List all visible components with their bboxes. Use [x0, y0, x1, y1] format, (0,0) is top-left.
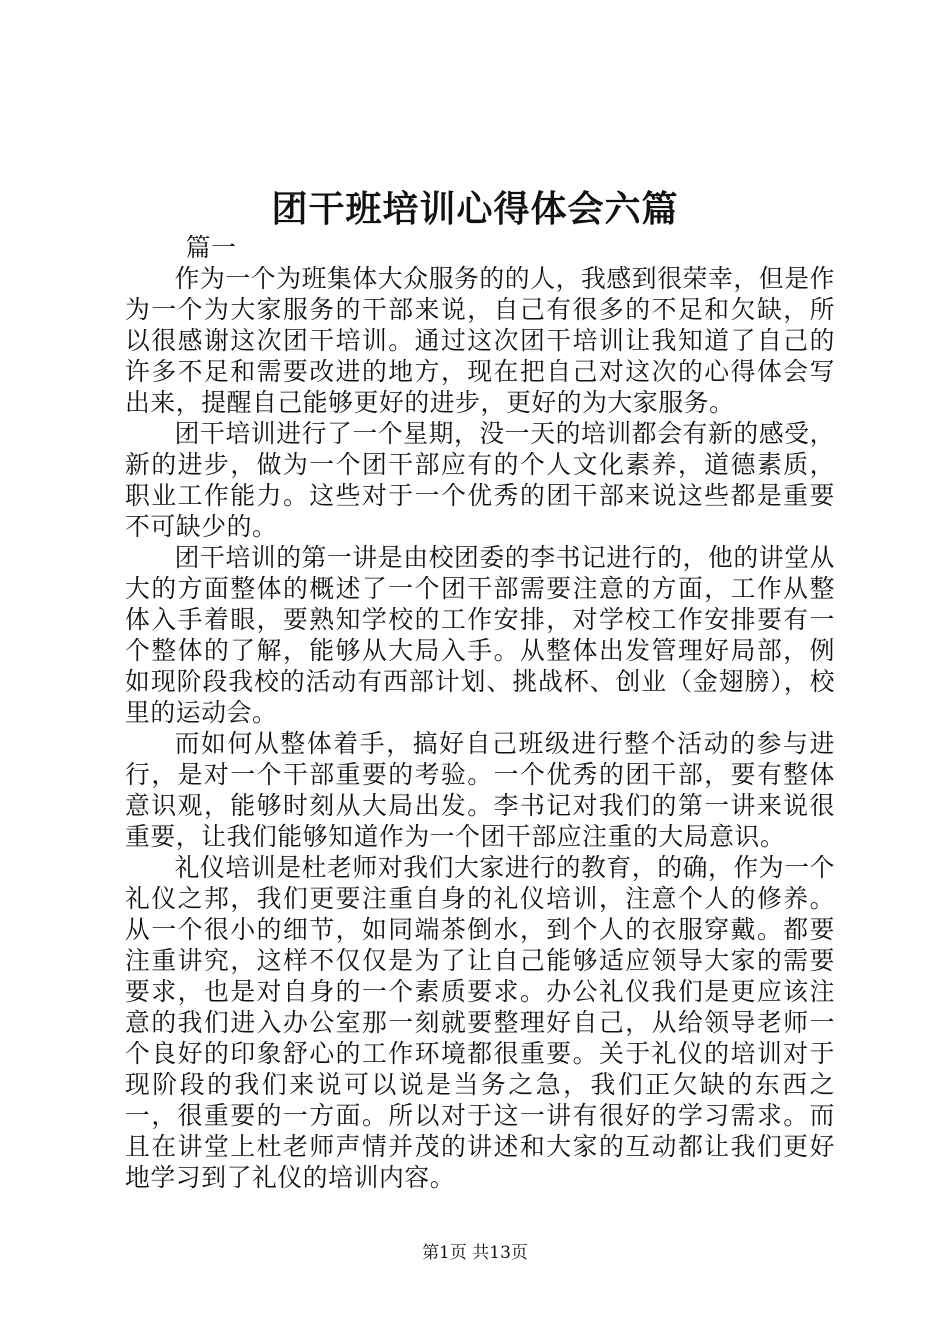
document-body	[125, 232, 835, 1193]
paragraph-2: 团干培训进行了一个星期，没一天的培训都会有新的感受，新的进步，做为一个团干部应有的个人文化素养，道德素质，职业工作能力。这些对于一个优秀的团干部来说这些都是重要不可缺少的。	[125, 419, 835, 541]
document-title: 团干班培训心得体会六篇	[271, 188, 679, 230]
page-footer: 第1页 共13页	[422, 1243, 528, 1263]
paragraph-5: 礼仪培训是杜老师对我们大家进行的教育，的确，作为一个礼仪之邦，我们更要注重自身的礼仪培训，注意个人的修养。从一个很小的细节，如同端茶倒水，到个人的衣服穿戴。都要注重讲究，这样不仅仅是为了让自己能够适应领导大家的需要要求，也是对自身的一个素质要求。办公礼仪我们是更应该注意的我们进入办公室那一刻就要整理好自己，从给领导老师一个良好的印象舒心的工作环境都很重要。关于礼仪的培训对于现阶段的我们来说可以说是当务之急，我们正欠缺的东西之一，很重要的一方面。所以对于这一讲有很好的学习需求。而且在讲堂上杜老师声情并茂的讲述和大家的互动都让我们更好地学习到了礼仪的培训内容。	[125, 853, 835, 1192]
section-label: 篇一	[185, 233, 237, 262]
paragraph-1: 作为一个为班集体大众服务的的人，我感到很荣幸，但是作为一个为大家服务的干部来说，自己有很多的不足和欠缺，所以很感谢这次团干培训。通过这次团干培训让我知道了自己的许多不足和需要改进的地方，现在把自己对这次的心得体会写出来，提醒自己能够更好的进步，更好的为大家服务。	[125, 264, 835, 417]
paragraph-3: 团干培训的第一讲是由校团委的李书记进行的，他的讲堂从大的方面整体的概述了一个团干部需要注意的方面，工作从整体入手着眼，要熟知学校的工作安排，对学校工作安排要有一个整体的了解，能够从大局入手。从整体出发管理好局部，例如现阶段我校的活动有西部计划、挑战杯、创业（金翅膀），校里的运动会。	[125, 543, 835, 727]
paragraph-4: 而如何从整体着手，搞好自己班级进行整个活动的参与进行，是对一个干部重要的考验。一个优秀的团干部，要有整体意识观，能够时刻从大局出发。李书记对我们的第一讲来说很重要，让我们能够知道作为一个团干部应注重的大局意识。	[125, 729, 835, 851]
